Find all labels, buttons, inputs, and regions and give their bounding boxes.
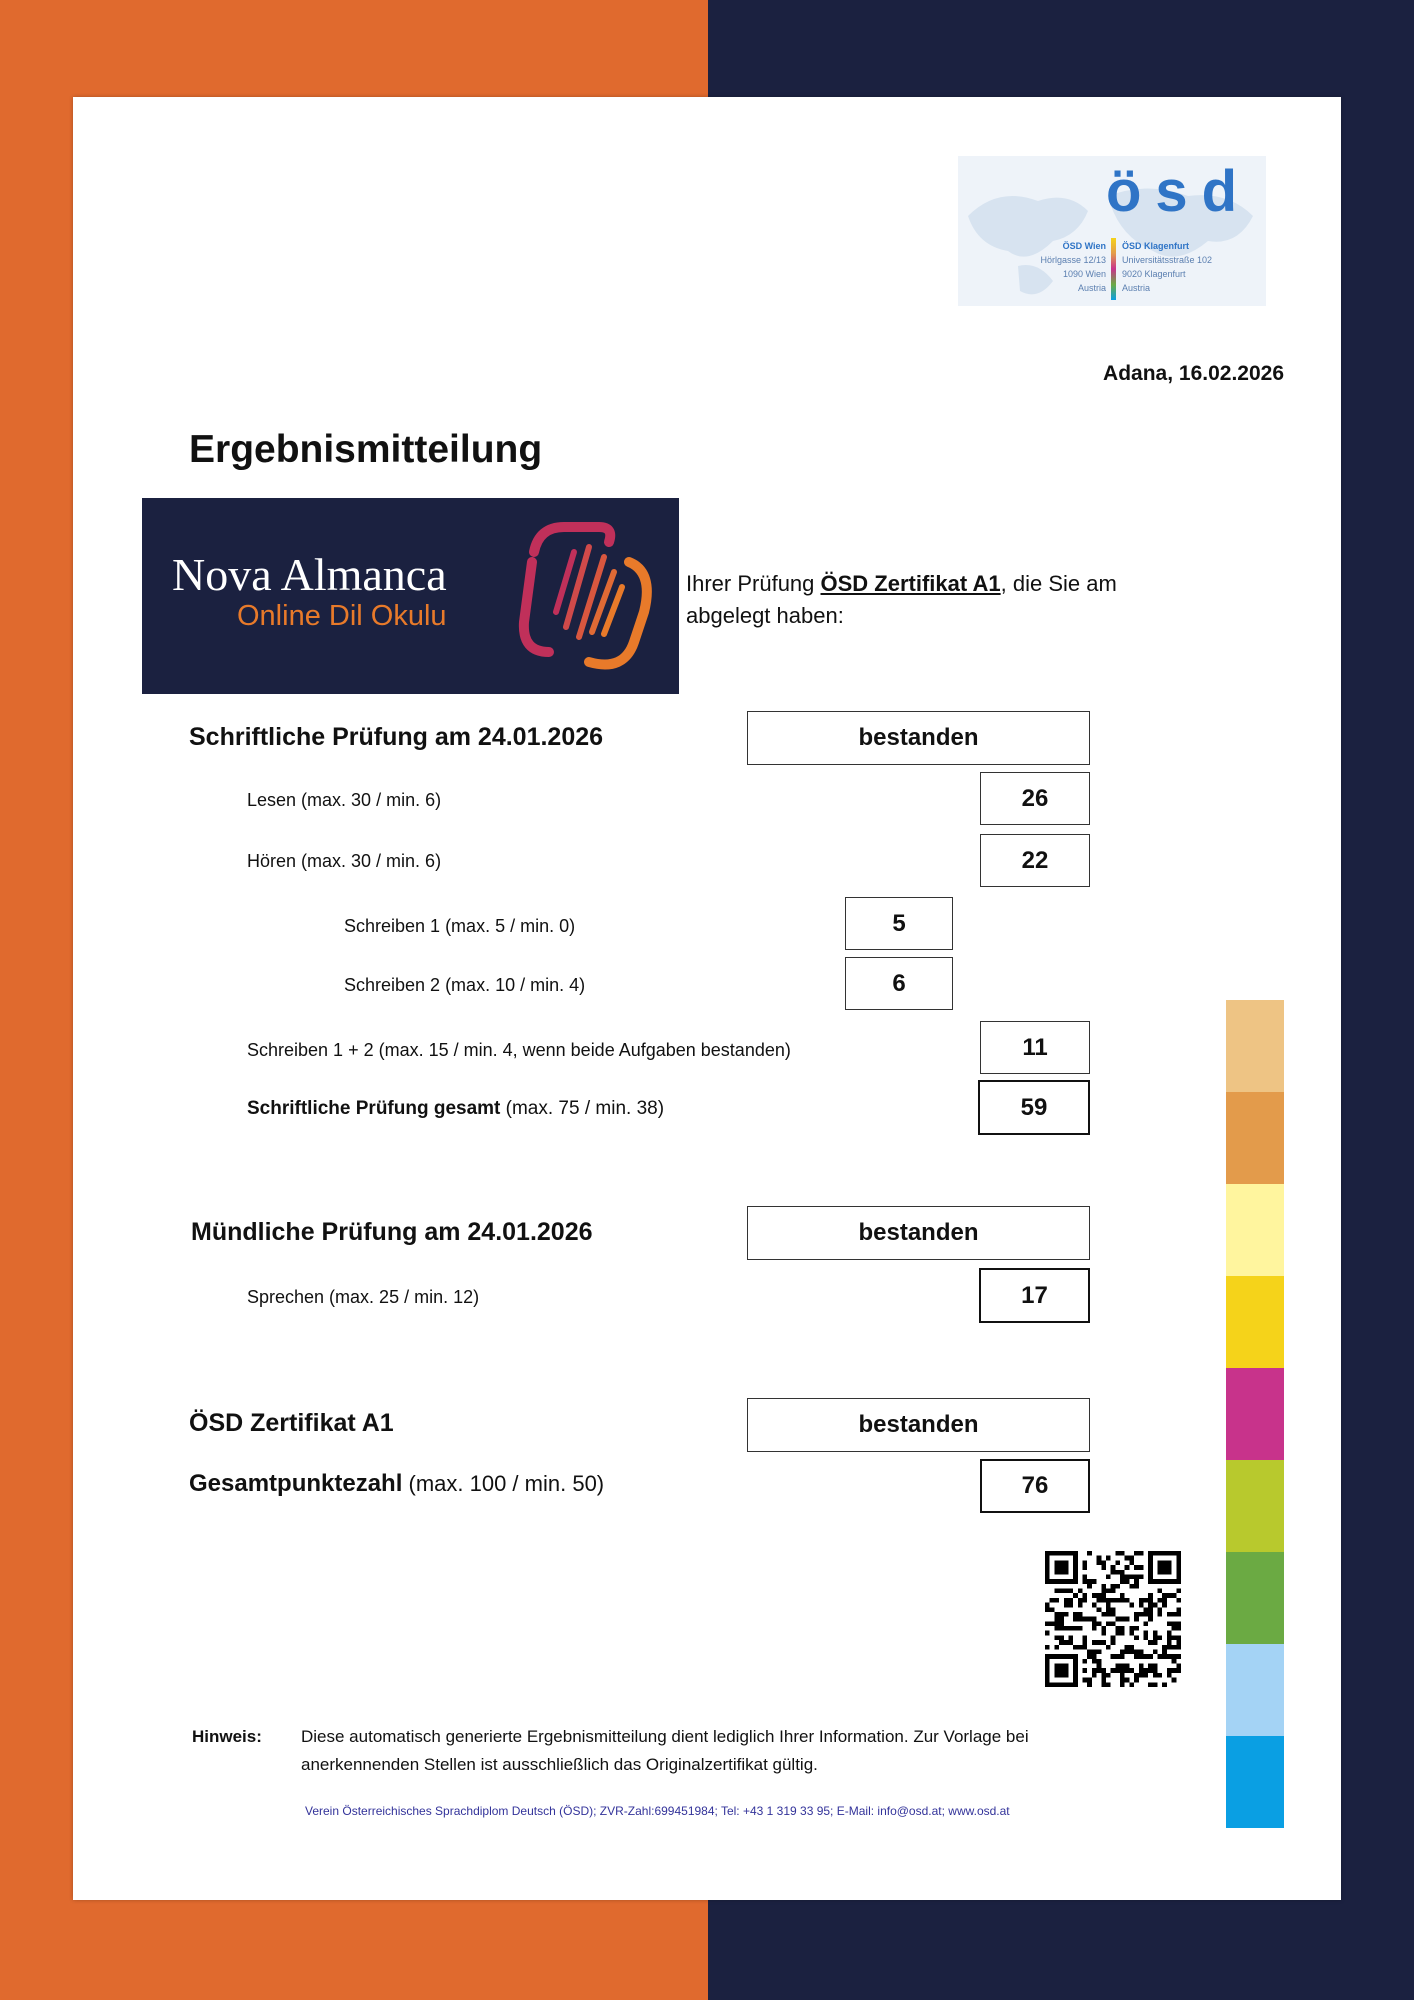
nova-subtitle: Online Dil Okulu	[237, 600, 447, 632]
sprechen-label: Sprechen (max. 25 / min. 12)	[247, 1287, 480, 1307]
osd-klagenfurt-country: Austria	[1122, 283, 1151, 293]
colour-stripe-segment	[1226, 1184, 1284, 1276]
lesen-score-box: 26	[980, 772, 1090, 825]
written-total-label	[247, 1098, 664, 1120]
hoeren-label: Hören (max. 30 / min. 6)	[247, 851, 442, 871]
osd-wien-city: 1090 Wien	[1062, 269, 1106, 279]
colour-stripe-segment	[1226, 1552, 1284, 1644]
osd-wien-country: Austria	[1077, 283, 1106, 293]
hoeren-score-box: 22	[980, 834, 1090, 887]
colour-stripe-segment	[1226, 1460, 1284, 1552]
colour-stripe-segment	[1226, 1644, 1284, 1736]
schreiben1-score-box: 5	[845, 897, 953, 950]
total-points-score-box: 76	[980, 1459, 1090, 1513]
intro-line-1	[686, 571, 1117, 597]
colour-stripe-segment	[1226, 1000, 1284, 1092]
osd-klagenfurt-street: Universitätsstraße 102	[1122, 255, 1213, 265]
written-total-label-range: (max. 75 / min. 38)	[500, 1098, 665, 1119]
certificate-title: ÖSD Zertifikat A1	[189, 1409, 394, 1437]
osd-wien-address	[998, 239, 1106, 295]
total-points-label-bold: Gesamtpunktezahl	[189, 1470, 403, 1497]
sound-wave-icon	[504, 512, 664, 672]
osd-wien-name: ÖSD Wien	[1062, 241, 1106, 251]
written-total-label-bold: Schriftliche Prüfung gesamt	[247, 1098, 501, 1119]
total-points-label-range: (max. 100 / min. 50)	[402, 1471, 605, 1496]
note-line-2: anerkennenden Stellen ist ausschließlich das Originalzertifikat gültig.	[301, 1755, 818, 1774]
schreiben-combined-score-box: 11	[980, 1021, 1090, 1074]
osd-wordmark: ösd	[1106, 159, 1252, 224]
page-title: Ergebnismitteilung	[189, 428, 543, 471]
schreiben1-label: Schreiben 1 (max. 5 / min. 0)	[344, 916, 576, 936]
written-result-box: bestanden	[747, 711, 1090, 765]
osd-logo	[958, 156, 1266, 306]
sprechen-score-box: 17	[979, 1268, 1090, 1323]
osd-wien-street: Hörlgasse 12/13	[1040, 255, 1106, 265]
note-line-1: Diese automatisch generierte Ergebnismitteilung dient lediglich Ihrer Information. Zur Vorlage bei	[301, 1727, 1029, 1746]
written-total-score-box: 59	[978, 1080, 1090, 1135]
colour-stripe-segment	[1226, 1736, 1284, 1828]
oral-exam-title: Mündliche Prüfung am 24.01.2026	[191, 1218, 593, 1246]
organisation-contact-line: Verein Österreichisches Sprachdiplom Deutsch (ÖSD); ZVR-Zahl:699451984; Tel: +43 1 319 33 95; E-Mail: info@osd.at; www.osd.at	[305, 1804, 1010, 1818]
nova-almanca-logo	[142, 498, 679, 694]
total-points-label	[189, 1470, 604, 1498]
osd-klagenfurt-address	[1122, 239, 1262, 295]
exam-name-link: ÖSD Zertifikat A1	[820, 571, 1001, 596]
colour-stripe-segment	[1226, 1092, 1284, 1184]
osd-logo-divider	[1111, 238, 1116, 300]
osd-klagenfurt-name: ÖSD Klagenfurt	[1122, 241, 1190, 251]
schreiben2-score-box: 6	[845, 957, 953, 1010]
lesen-label: Lesen (max. 30 / min. 6)	[247, 790, 442, 810]
nova-title: Nova Almanca	[172, 549, 447, 600]
schreiben2-label: Schreiben 2 (max. 10 / min. 4)	[344, 975, 586, 995]
osd-klagenfurt-city: 9020 Klagenfurt	[1122, 269, 1186, 279]
note-label: Hinweis:	[192, 1727, 262, 1746]
colour-stripe-segment	[1226, 1368, 1284, 1460]
intro-text-c: , die Sie am	[1000, 571, 1117, 596]
certificate-result-box: bestanden	[747, 1398, 1090, 1452]
oral-result-box: bestanden	[747, 1206, 1090, 1260]
qr-code	[1045, 1551, 1181, 1687]
intro-text-a: Ihrer Prüfung	[686, 571, 821, 596]
colour-stripe-segment	[1226, 1276, 1284, 1368]
schreiben-combined-label: Schreiben 1 + 2 (max. 15 / min. 4, wenn beide Aufgaben bestanden)	[247, 1040, 791, 1060]
written-exam-title: Schriftliche Prüfung am 24.01.2026	[189, 723, 604, 751]
date-line: Adana, 16.02.2026	[1103, 362, 1284, 385]
intro-line-2: abgelegt haben:	[686, 603, 844, 628]
